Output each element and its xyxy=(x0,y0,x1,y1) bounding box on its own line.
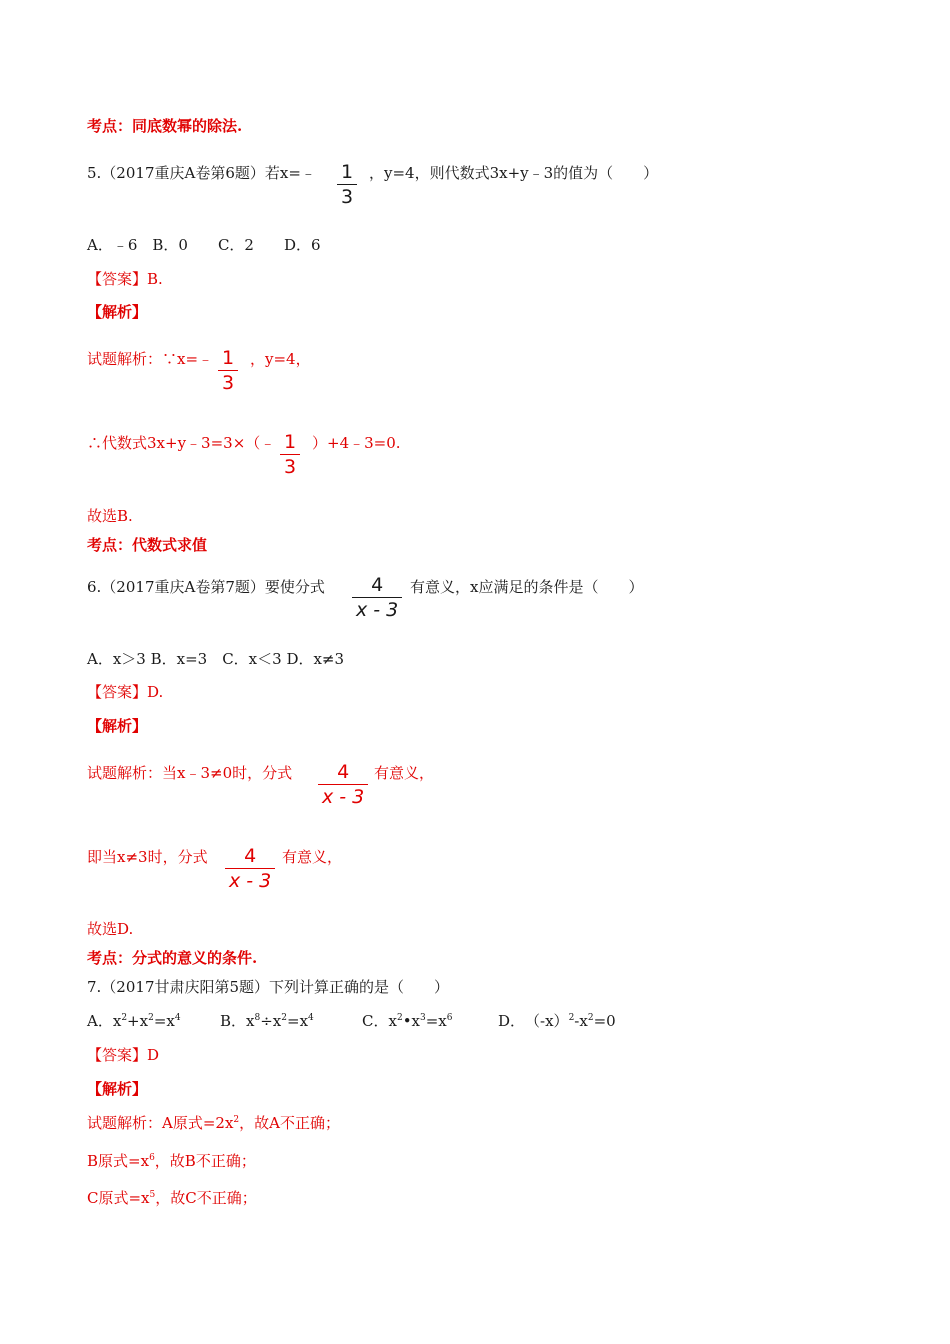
q7-answer: 【答案】D xyxy=(87,1046,160,1064)
q6-stem-prefix: 6.（2017重庆A卷第7题）要使分式 xyxy=(87,578,325,596)
q6-analysis-line2-prefix: 即当x≠3时，分式 xyxy=(87,848,208,866)
q7-stem: 7.（2017甘肃庆阳第5题）下列计算正确的是（ ） xyxy=(87,978,450,996)
q6-analysis-line1-suffix: 有意义， xyxy=(374,764,435,782)
q5-analysis-frac2-den: 3 xyxy=(284,456,297,478)
q6-frac-den: x - 3 xyxy=(356,599,399,621)
q7-analysis-label: 【解析】 xyxy=(87,1080,148,1098)
q7-analysis-line2-suffix: ，故B不正确； xyxy=(154,1152,256,1170)
q5-stem-prefix: 5.（2017重庆A卷第6题）若x=﹣ xyxy=(87,164,316,182)
q5-analysis-line2-prefix: ∴代数式3x+y﹣3=3×（﹣ xyxy=(87,434,276,452)
q5-analysis-frac1-num: 1 xyxy=(218,346,238,371)
q7-option-b-label: B． xyxy=(220,1012,247,1030)
q5-frac-den: 3 xyxy=(341,186,354,208)
q5-analysis-line1-suffix: ，y=4， xyxy=(250,350,311,368)
q6-analysis-frac1-num: 4 xyxy=(318,760,368,785)
q5-analysis-label: 【解析】 xyxy=(87,303,148,321)
q5-analysis-line2-suffix: ）+4﹣3=0. xyxy=(312,434,401,452)
q6-answer: 【答案】D. xyxy=(87,683,164,701)
q6-options: A．x＞3 B．x=3 C．x＜3 D．x≠3 xyxy=(87,650,345,668)
q5-analysis-frac2-num: 1 xyxy=(280,430,300,455)
q5-kaodian: 考点：代数式求值 xyxy=(87,536,208,554)
q5-stem xyxy=(87,163,316,183)
q7-analysis-line3-prefix: C原式=x xyxy=(87,1189,150,1207)
q6-analysis-frac2-num: 4 xyxy=(225,844,275,869)
q6-analysis-line1-prefix: 试题解析：当x﹣3≠0时，分式 xyxy=(87,764,293,782)
q7-option-b: B．$x^8\div x^2=x^4$ xyxy=(220,1012,314,1030)
q6-frac-num: 4 xyxy=(352,573,402,598)
q7-analysis-line3: C原式$=x^5$，故C不正确； xyxy=(87,1189,257,1207)
q6-analysis-line2-suffix: 有意义， xyxy=(282,848,343,866)
q7-analysis-line1-suffix: ，故A不正确； xyxy=(239,1114,340,1132)
q5-frac-num: 1 xyxy=(337,160,357,185)
q7-option-d-label: D． xyxy=(498,1012,526,1030)
q7-option-c-label: C． xyxy=(362,1012,389,1030)
q5-options: A．﹣6 B．0 C．2 D．6 xyxy=(87,236,321,254)
q7-analysis-line3-suffix: ，故C不正确； xyxy=(155,1189,257,1207)
q5-answer: 【答案】B. xyxy=(87,270,163,288)
q7-analysis-line2-prefix: B原式=x xyxy=(87,1152,150,1170)
q5-analysis-frac1 xyxy=(218,346,238,395)
q6-analysis-frac1 xyxy=(318,760,368,809)
q5-analysis-line1-prefix: 试题解析：∵x=﹣ xyxy=(87,350,214,368)
kaodian-prev: 考点：同底数幂的除法. xyxy=(87,117,243,135)
q7-option-c: C．$x^2•x^3=x^6$ xyxy=(362,1012,453,1030)
q5-analysis-frac1-den: 3 xyxy=(222,372,235,394)
q6-analysis-frac1-den: x - 3 xyxy=(322,786,365,808)
q5-conclusion: 故选B. xyxy=(87,507,133,525)
q7-option-d: D．$(-x)^2-x^2=0$ xyxy=(498,1012,616,1030)
q6-stem-suffix: 有意义，x应满足的条件是（ ） xyxy=(410,578,644,596)
q5-analysis-frac2 xyxy=(280,430,300,479)
q5-fraction xyxy=(337,160,357,209)
q7-analysis-line1-prefix: 试题解析：A原式=2x xyxy=(87,1114,234,1132)
q6-conclusion: 故选D. xyxy=(87,920,134,938)
q5-stem-suffix: ，y=4，则代数式3x+y﹣3的值为（ ） xyxy=(369,164,659,182)
q7-analysis-line1: 试题解析：A原式$=2x^2$，故A不正确； xyxy=(87,1114,340,1132)
q6-fraction xyxy=(352,573,402,622)
q6-analysis-label: 【解析】 xyxy=(87,717,148,735)
q7-option-a-label: A． xyxy=(87,1012,113,1030)
q6-kaodian: 考点：分式的意义的条件. xyxy=(87,949,258,967)
q7-option-a: A．$x^2+x^2=x^4$ xyxy=(87,1012,181,1030)
q6-analysis-frac2 xyxy=(225,844,275,893)
q7-analysis-line2: B原式$=x^6$，故B不正确； xyxy=(87,1152,256,1170)
q6-analysis-frac2-den: x - 3 xyxy=(229,870,272,892)
